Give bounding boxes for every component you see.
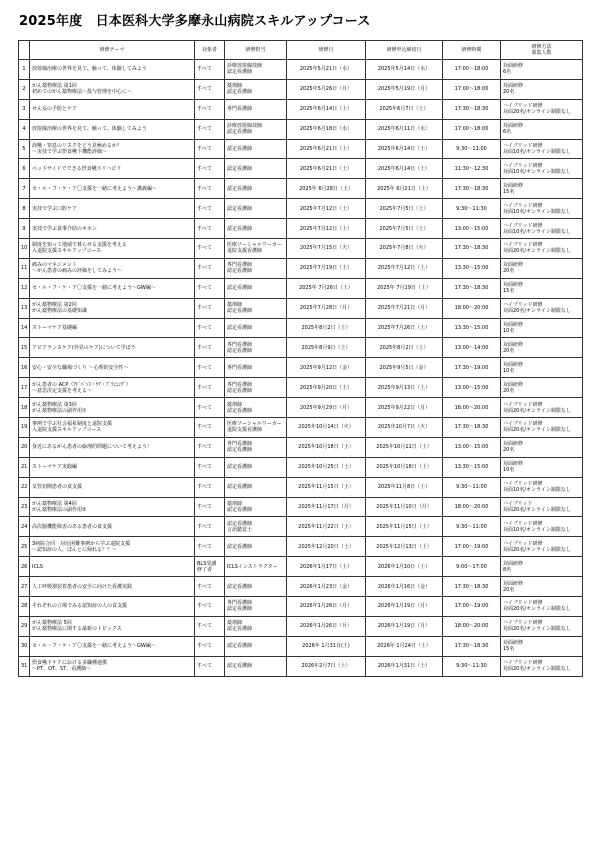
training-time: 17:30～18:30: [443, 179, 501, 199]
instructor: 認定看護師: [225, 636, 287, 656]
method-capacity: ハイブリッド 対面20名/オンライン制限なし: [501, 497, 583, 517]
row-number: 1: [19, 60, 30, 80]
row-number: 10: [19, 239, 30, 259]
method-capacity: 対面研修 20名: [501, 577, 583, 597]
target-audience: すべて: [195, 517, 225, 537]
target-audience: すべて: [195, 537, 225, 557]
application-deadline: 2025年6月14日（土）: [366, 159, 443, 179]
table-row: [19, 278, 583, 298]
application-deadline: 2026年 1月24日（土）: [366, 636, 443, 656]
row-number: 4: [19, 119, 30, 139]
instructor: 専門看護師 認定看護師: [225, 378, 287, 398]
target-audience: すべて: [195, 119, 225, 139]
application-deadline: 2026年1月31日（土）: [366, 656, 443, 676]
training-date: 2025年8月2日（土）: [287, 318, 366, 338]
target-audience: すべて: [195, 60, 225, 80]
method-capacity: 対面研修 6名: [501, 60, 583, 80]
course-theme: ベッドサイドでできる摂食嚥下リハビリ: [30, 159, 195, 179]
method-capacity: 対面研修 15名: [501, 636, 583, 656]
application-deadline: 2025年8月2日（土）: [366, 338, 443, 358]
course-theme: 誤嚥・窒息のリスクをどう見極めるか？ ～実技で学ぶ摂食嚥下機能評価～: [30, 139, 195, 159]
row-number: 20: [19, 437, 30, 457]
table-row: [19, 437, 583, 457]
application-deadline: 2025年 6月21日（土）: [366, 179, 443, 199]
target-audience: すべて: [195, 577, 225, 597]
training-date: 2025年12月20日（土）: [287, 537, 366, 557]
target-audience: すべて: [195, 398, 225, 418]
application-deadline: 2025年5月19日（月）: [366, 79, 443, 99]
instructor: 認定看護師: [225, 318, 287, 338]
application-deadline: 2025年10月7日（火）: [366, 418, 443, 438]
instructor: 薬剤師 認定看護師: [225, 298, 287, 318]
training-date: 2026年1月26日（月）: [287, 616, 366, 636]
row-number: 21: [19, 457, 30, 477]
instructor: 薬剤師 認定看護師: [225, 497, 287, 517]
row-number: 30: [19, 636, 30, 656]
target-audience: すべて: [195, 497, 225, 517]
method-capacity: ハイブリッド研修 対面20名/オンライン制限なし: [501, 398, 583, 418]
method-capacity: 対面研修 15名: [501, 278, 583, 298]
training-time: 17:00～19:00: [443, 597, 501, 617]
training-date: 2026年2月7日（土）: [287, 656, 366, 676]
instructor: 専門看護師 認定看護師: [225, 597, 287, 617]
method-capacity: ハイブリッド研修 対面10名/オンライン制限なし: [501, 517, 583, 537]
instructor: 認定看護師: [225, 457, 287, 477]
training-date: 2025年7月28日（月）: [287, 298, 366, 318]
target-audience: すべて: [195, 179, 225, 199]
training-date: 2025年 7月26日（土）: [287, 278, 366, 298]
method-capacity: ハイブリッド研修 対面20名/オンライン制限なし: [501, 418, 583, 438]
table-row: [19, 159, 583, 179]
method-capacity: ハイブリッド研修 対面20名/オンライン制限なし: [501, 597, 583, 617]
instructor: 専門看護師: [225, 358, 287, 378]
instructor: 認定看護師: [225, 139, 287, 159]
row-number: 25: [19, 537, 30, 557]
target-audience: すべて: [195, 597, 225, 617]
table-row: [19, 656, 583, 676]
page-title: 2025年度 日本医科大学多摩永山病院スキルアップコース: [19, 14, 371, 29]
course-theme: 安心・安全な職場づくり ～心理的安全性～: [30, 358, 195, 378]
table-row: [19, 79, 583, 99]
instructor: 薬剤師 認定看護師: [225, 616, 287, 636]
application-deadline: 2025年7月5日（土）: [366, 219, 443, 239]
target-audience: すべて: [195, 298, 225, 318]
training-date: 2025年 6月28日（土）: [287, 179, 366, 199]
course-theme: セ・ル・フ・ケ・ア〇支援を一緒に考えよう～GW編～: [30, 636, 195, 656]
instructor: 医療ソーシャルワーカー 退院支援看護師: [225, 239, 287, 259]
training-time: 18:00～20:00: [443, 298, 501, 318]
training-date: 2025年7月19日（土）: [287, 258, 366, 278]
target-audience: すべて: [195, 79, 225, 99]
training-date: 2025年9月12日（金）: [287, 358, 366, 378]
table-row: [19, 457, 583, 477]
course-theme: 実技で学ぶ口腔ケア: [30, 199, 195, 219]
training-date: 2025年10月14日（火）: [287, 418, 366, 438]
course-theme: せん妄の予防とケア: [30, 99, 195, 119]
training-time: 13:00～15:00: [443, 378, 501, 398]
training-time: 18:00～20:00: [443, 398, 501, 418]
row-number: 19: [19, 418, 30, 438]
instructor: 認定看護師: [225, 219, 287, 239]
training-time: 13:00～15:00: [443, 437, 501, 457]
instructor: 認定看護師: [225, 159, 287, 179]
instructor: 診療放射線技師 認定看護師: [225, 119, 287, 139]
target-audience: すべて: [195, 99, 225, 119]
method-capacity: 対面研修 10名: [501, 318, 583, 338]
instructor: 専門看護師 認定看護師: [225, 338, 287, 358]
training-time: 17:30～18:30: [443, 278, 501, 298]
course-theme: セ・ル・フ・ケ・ア〇支援を一緒に考えよう～講義編～: [30, 179, 195, 199]
table-header-row: [19, 41, 583, 60]
method-capacity: ハイブリッド研修 対面20名/オンライン制限なし: [501, 298, 583, 318]
training-time: 17:00～18:00: [443, 79, 501, 99]
course-theme: 高次脳機能障害のある患者の食支援: [30, 517, 195, 537]
training-date: 2026年1月17日（土）: [287, 557, 366, 577]
instructor: 専門看護師: [225, 99, 287, 119]
method-capacity: 対面研修 20名: [501, 437, 583, 457]
course-theme: アピアランスケア(外見のケア)について学ぼう: [30, 338, 195, 358]
training-date: 2025年7月12日（土）: [287, 219, 366, 239]
row-number: 9: [19, 219, 30, 239]
training-date: 2025年6月21日（土）: [287, 159, 366, 179]
instructor: 薬剤師 認定看護師: [225, 79, 287, 99]
method-capacity: ハイブリッド研修 対面10名/オンライン制限なし: [501, 139, 583, 159]
method-capacity: 対面研修 15名: [501, 179, 583, 199]
method-capacity: 対面研修 6名: [501, 119, 583, 139]
row-number: 17: [19, 378, 30, 398]
row-number: 8: [19, 199, 30, 219]
target-audience: すべて: [195, 636, 225, 656]
instructor: 認定看護師: [225, 179, 287, 199]
row-number: 16: [19, 358, 30, 378]
table-row: [19, 258, 583, 278]
table-row: [19, 477, 583, 497]
table-row: [19, 636, 583, 656]
method-capacity: ハイブリッド研修 対面20名/オンライン制限なし: [501, 656, 583, 676]
header-target: 対象者: [195, 41, 225, 60]
course-theme: 気管切開患者の食支援: [30, 477, 195, 497]
row-number: 7: [19, 179, 30, 199]
target-audience: すべて: [195, 278, 225, 298]
course-theme: ストーマケア実践編: [30, 457, 195, 477]
course-schedule-table: [18, 40, 583, 677]
training-time: 17:00～19:00: [443, 537, 501, 557]
course-theme: 実技で学ぶ食事介助のキホン: [30, 219, 195, 239]
application-deadline: 2025年10月18日（土）: [366, 457, 443, 477]
target-audience: すべて: [195, 258, 225, 278]
training-time: 17:30～18:30: [443, 577, 501, 597]
training-date: 2025年10月25日（土）: [287, 457, 366, 477]
row-number: 23: [19, 497, 30, 517]
training-date: 2025年6月21日（土）: [287, 139, 366, 159]
table-row: [19, 577, 583, 597]
table-row: [19, 139, 583, 159]
application-deadline: 2026年1月16日（金）: [366, 577, 443, 597]
header-date: 研修日: [287, 41, 366, 60]
instructor: 認定看護師: [225, 656, 287, 676]
instructor: 認定看護師: [225, 199, 287, 219]
instructor: 専門看護師 認定看護師: [225, 258, 287, 278]
training-time: 13:00～14:00: [443, 338, 501, 358]
method-capacity: ハイブリッド研修 対面10名/オンライン制限なし: [501, 477, 583, 497]
training-date: 2025年11月15日（土）: [287, 477, 366, 497]
instructor: 認定看護師: [225, 477, 287, 497]
table-row: [19, 219, 583, 239]
target-audience: すべて: [195, 159, 225, 179]
training-time: 17:30～18:30: [443, 636, 501, 656]
application-deadline: 2025年7月5日（土）: [366, 199, 443, 219]
target-audience: すべて: [195, 477, 225, 497]
table-row: [19, 597, 583, 617]
table-row: [19, 537, 583, 557]
application-deadline: 2025年12月13日（土）: [366, 537, 443, 557]
target-audience: BLS受講 修了者: [195, 557, 225, 577]
method-capacity: ハイブリッド研修 対面20名/オンライン制限なし: [501, 239, 583, 259]
training-date: 2025年5月21日（水）: [287, 60, 366, 80]
header-theme: 研修テーマ: [30, 41, 195, 60]
method-capacity: ハイブリッド研修 対面10名/オンライン制限なし: [501, 159, 583, 179]
course-theme: 制度を知って地域で暮らせる支援を考える 入退院支援スキルアップコース: [30, 239, 195, 259]
target-audience: すべて: [195, 219, 225, 239]
row-number: 22: [19, 477, 30, 497]
instructor: 認定看護師: [225, 278, 287, 298]
course-theme: ストーマケア基礎編: [30, 318, 195, 338]
table-row: [19, 418, 583, 438]
training-time: 9:00～17:00: [443, 557, 501, 577]
table-row: [19, 358, 583, 378]
application-deadline: 2025年11月15日（土）: [366, 517, 443, 537]
training-date: 2025年8月9日（土）: [287, 338, 366, 358]
target-audience: すべて: [195, 139, 225, 159]
training-time: 9:30～11:00: [443, 477, 501, 497]
training-date: 2025年7月15日（火）: [287, 239, 366, 259]
header-no: [19, 41, 30, 60]
training-date: 2025年5月26日（月）: [287, 79, 366, 99]
row-number: 31: [19, 656, 30, 676]
application-deadline: 2025年9月22日（月）: [366, 398, 443, 418]
training-time: 17:30～18:30: [443, 99, 501, 119]
target-audience: すべて: [195, 318, 225, 338]
application-deadline: 2025年6月14日（土）: [366, 139, 443, 159]
header-time: 研修時間: [443, 41, 501, 60]
training-time: 17:30～18:30: [443, 239, 501, 259]
application-deadline: 2026年1月10日（土）: [366, 557, 443, 577]
course-theme: 摂食嚥下ケアにおける多職種連携 ～PT、OT、ST、看護師～: [30, 656, 195, 676]
method-capacity: 対面研修 20名: [501, 79, 583, 99]
target-audience: すべて: [195, 616, 225, 636]
method-capacity: 対面研修 8名: [501, 557, 583, 577]
table-row: [19, 318, 583, 338]
method-capacity: ハイブリッド研修 対面20名/オンライン制限なし: [501, 616, 583, 636]
table-row: [19, 60, 583, 80]
application-deadline: 2025年 7月19日（土）: [366, 278, 443, 298]
application-deadline: 2025年7月26日（土）: [366, 318, 443, 338]
target-audience: すべて: [195, 378, 225, 398]
training-date: 2026年 1月31日(土): [287, 636, 366, 656]
application-deadline: 2025年6月11日（水）: [366, 119, 443, 139]
training-time: 17:30～18:30: [443, 418, 501, 438]
instructor: 認定看護師: [225, 577, 287, 597]
application-deadline: 2025年11月8日（土）: [366, 477, 443, 497]
course-theme: セ・ル・フ・ケ・ア〇支援を一緒に考えよう～GW編～: [30, 278, 195, 298]
course-theme: 人工呼吸器装着患者の安全に向けた看護実践: [30, 577, 195, 597]
instructor: 薬剤師 認定看護師: [225, 398, 287, 418]
training-time: 13:30～15:00: [443, 258, 501, 278]
training-date: 2025年9月29日（月）: [287, 398, 366, 418]
table-row: [19, 239, 583, 259]
course-theme: 放射線治療の世界を見て、触って、体験してみよう: [30, 119, 195, 139]
training-time: 18:00～20:00: [443, 616, 501, 636]
method-capacity: ハイブリッド研修 対面20名/オンライン制限なし: [501, 99, 583, 119]
training-time: 18:00～20:00: [443, 497, 501, 517]
table-row: [19, 378, 583, 398]
row-number: 11: [19, 258, 30, 278]
course-theme: 3病院合同 対応困難事例から学ぶ退院支援 ～認知症の人、ほんとに帰れる？？～: [30, 537, 195, 557]
course-theme: がん薬物療法 第1回 初めてのがん薬物療法～投与管理を中心に～: [30, 79, 195, 99]
application-deadline: 2025年7月21日（月）: [366, 298, 443, 318]
application-deadline: 2025年6月7日（土）: [366, 99, 443, 119]
course-theme: がん薬物療法 第4回 がん薬物療法の副作用②: [30, 497, 195, 517]
row-number: 15: [19, 338, 30, 358]
table-row: [19, 557, 583, 577]
method-capacity: 対面研修 10名: [501, 358, 583, 378]
row-number: 18: [19, 398, 30, 418]
instructor: ICLSインストラクター: [225, 557, 287, 577]
instructor: 認定看護師: [225, 537, 287, 557]
table-row: [19, 199, 583, 219]
training-time: 9:30～11:00: [443, 517, 501, 537]
table-row: [19, 616, 583, 636]
training-date: 2026年1月26日（月）: [287, 597, 366, 617]
row-number: 29: [19, 616, 30, 636]
row-number: 12: [19, 278, 30, 298]
training-date: 2025年10月18日（土）: [287, 437, 366, 457]
row-number: 13: [19, 298, 30, 318]
target-audience: すべて: [195, 437, 225, 457]
application-deadline: 2025年7月8日（火）: [366, 239, 443, 259]
table-row: [19, 99, 583, 119]
training-time: 17:00～18:00: [443, 119, 501, 139]
method-capacity: 対面研修 20名: [501, 338, 583, 358]
instructor: 医療ソーシャルワーカー 退院支援看護師: [225, 418, 287, 438]
target-audience: すべて: [195, 418, 225, 438]
row-number: 5: [19, 139, 30, 159]
course-theme: がん薬物療法 5回 がん薬物療法に関する最新のトピックス: [30, 616, 195, 636]
training-time: 9:30～11:30: [443, 199, 501, 219]
course-theme: がん患者の ACP（ｱﾄﾞﾊﾞﾝｽ・ｹｱ・ﾌﾟﾗﾝﾆﾝｸﾞ） ～意思決定支援を考える～: [30, 378, 195, 398]
row-number: 27: [19, 577, 30, 597]
row-number: 3: [19, 99, 30, 119]
row-number: 14: [19, 318, 30, 338]
training-date: 2025年6月18日（水）: [287, 119, 366, 139]
target-audience: すべて: [195, 338, 225, 358]
instructor: 認定看護師 言語聴覚士: [225, 517, 287, 537]
target-audience: すべて: [195, 239, 225, 259]
table-row: [19, 119, 583, 139]
training-time: 13:00～15:00: [443, 219, 501, 239]
method-capacity: ハイブリッド研修 対面20名/オンライン制限なし: [501, 537, 583, 557]
header-instructor: 研修担当: [225, 41, 287, 60]
training-date: 2025年7月12日（土）: [287, 199, 366, 219]
application-deadline: 2026年1月19日（月）: [366, 616, 443, 636]
header-method: 研修方法 募集人数: [501, 41, 583, 60]
instructor: 専門看護師 認定看護師: [225, 437, 287, 457]
target-audience: すべて: [195, 457, 225, 477]
training-date: 2025年11月22日（土）: [287, 517, 366, 537]
training-time: 17:30～19:00: [443, 358, 501, 378]
training-time: 9:30～11:30: [443, 656, 501, 676]
target-audience: すべて: [195, 358, 225, 378]
training-time: 11:30～12:30: [443, 159, 501, 179]
course-theme: がん薬物療法 第2回 がん薬物療法の基礎知識: [30, 298, 195, 318]
training-time: 9:30～11:00: [443, 139, 501, 159]
application-deadline: 2025年7月12日（土）: [366, 258, 443, 278]
course-theme: それぞれの立場でみる認知症の人の食支援: [30, 597, 195, 617]
training-time: 13:30～15:00: [443, 318, 501, 338]
training-date: 2026年1月23日（金）: [287, 577, 366, 597]
target-audience: すべて: [195, 656, 225, 676]
course-theme: 放射線治療の世界を見て、触って、体験してみよう: [30, 60, 195, 80]
table-row: [19, 517, 583, 537]
instructor: 診療放射線技師 認定看護師: [225, 60, 287, 80]
method-capacity: ハイブリッド研修 対面10名/オンライン制限なし: [501, 219, 583, 239]
table-row: [19, 179, 583, 199]
application-deadline: 2025年10月11日（土）: [366, 437, 443, 457]
course-theme: 身近にあるがん患者の倫理的問題について考えよう！: [30, 437, 195, 457]
course-theme: がん薬物療法 第3回 がん薬物療法の副作用①: [30, 398, 195, 418]
training-date: 2025年6月14日（土）: [287, 99, 366, 119]
table-row: [19, 497, 583, 517]
target-audience: すべて: [195, 199, 225, 219]
application-deadline: 2026年1月19日（月）: [366, 597, 443, 617]
course-theme: ICLS: [30, 557, 195, 577]
course-theme: 痛みのマネジメント ～がん患者の痛みの評価をしてみよう～: [30, 258, 195, 278]
table-row: [19, 298, 583, 318]
training-time: 13:30～15:00: [443, 457, 501, 477]
method-capacity: 対面研修 10名: [501, 457, 583, 477]
method-capacity: 対面研修 20名: [501, 258, 583, 278]
row-number: 28: [19, 597, 30, 617]
method-capacity: ハイブリッド研修 対面10名/オンライン制限なし: [501, 199, 583, 219]
table-row: [19, 398, 583, 418]
table-row: [19, 338, 583, 358]
application-deadline: 2025年9月13日（土）: [366, 378, 443, 398]
training-time: 17:00～18:00: [443, 60, 501, 80]
application-deadline: 2025年5月14日（水）: [366, 60, 443, 80]
training-date: 2025年11月17日（月）: [287, 497, 366, 517]
course-theme: 事例で学ぶ社会福祉制度と退院支援 入退院支援スキルアップコース: [30, 418, 195, 438]
row-number: 2: [19, 79, 30, 99]
row-number: 26: [19, 557, 30, 577]
method-capacity: 対面研修 20名: [501, 378, 583, 398]
training-date: 2025年9月20日（土）: [287, 378, 366, 398]
row-number: 24: [19, 517, 30, 537]
row-number: 6: [19, 159, 30, 179]
header-deadline: 研修申込締切日: [366, 41, 443, 60]
application-deadline: 2025年9月5日（金）: [366, 358, 443, 378]
application-deadline: 2025年11月10日（月）: [366, 497, 443, 517]
